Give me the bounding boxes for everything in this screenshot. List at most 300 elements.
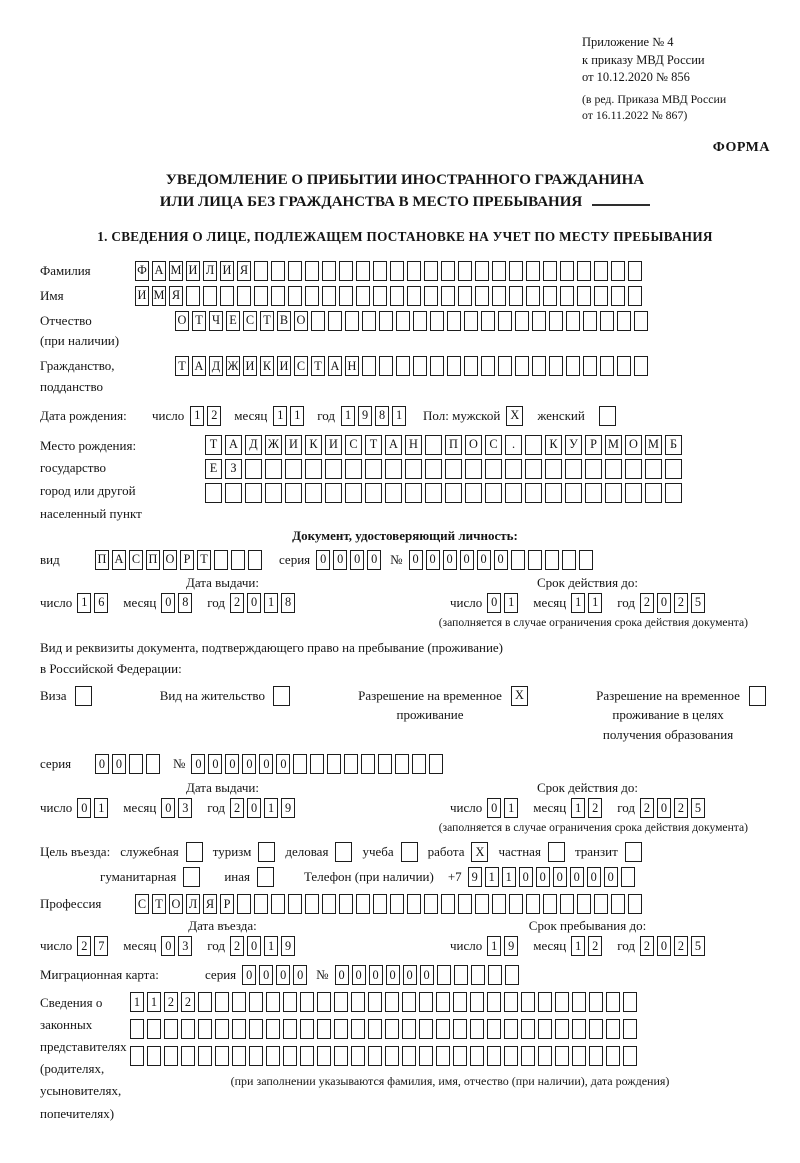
char-box[interactable]: 2 bbox=[207, 406, 221, 426]
char-box[interactable]: И bbox=[135, 286, 149, 306]
char-box[interactable] bbox=[441, 894, 455, 914]
char-box[interactable]: 2 bbox=[640, 798, 654, 818]
char-box[interactable] bbox=[555, 1046, 569, 1066]
char-box[interactable] bbox=[310, 754, 324, 774]
char-box[interactable] bbox=[515, 356, 529, 376]
char-box[interactable] bbox=[475, 261, 489, 281]
char-box[interactable] bbox=[487, 992, 501, 1012]
char-box[interactable]: С bbox=[135, 894, 149, 914]
char-box[interactable]: 0 bbox=[553, 867, 567, 887]
char-box[interactable] bbox=[254, 261, 268, 281]
char-box[interactable] bbox=[509, 261, 523, 281]
char-box[interactable] bbox=[368, 1019, 382, 1039]
char-box[interactable]: 1 bbox=[273, 406, 287, 426]
char-box[interactable]: 0 bbox=[247, 798, 261, 818]
char-box[interactable] bbox=[146, 754, 160, 774]
char-box[interactable] bbox=[362, 356, 376, 376]
char-box[interactable]: . bbox=[505, 435, 522, 455]
char-box[interactable] bbox=[445, 483, 462, 503]
char-box[interactable]: 0 bbox=[208, 754, 222, 774]
purpose-other-checkbox[interactable] bbox=[257, 867, 274, 887]
char-box[interactable]: 9 bbox=[468, 867, 482, 887]
char-box[interactable] bbox=[373, 894, 387, 914]
char-box[interactable] bbox=[505, 459, 522, 479]
char-box[interactable] bbox=[181, 1019, 195, 1039]
char-box[interactable] bbox=[198, 992, 212, 1012]
char-box[interactable]: 2 bbox=[588, 936, 602, 956]
char-box[interactable]: 0 bbox=[403, 965, 417, 985]
char-box[interactable] bbox=[344, 754, 358, 774]
char-box[interactable] bbox=[245, 483, 262, 503]
char-box[interactable] bbox=[285, 483, 302, 503]
char-box[interactable] bbox=[351, 1019, 365, 1039]
char-box[interactable] bbox=[577, 286, 591, 306]
char-box[interactable] bbox=[300, 1046, 314, 1066]
char-box[interactable] bbox=[164, 1019, 178, 1039]
char-box[interactable]: 2 bbox=[674, 798, 688, 818]
char-box[interactable] bbox=[356, 894, 370, 914]
char-box[interactable] bbox=[485, 459, 502, 479]
char-box[interactable]: 0 bbox=[352, 965, 366, 985]
char-box[interactable]: 0 bbox=[161, 936, 175, 956]
char-box[interactable]: 0 bbox=[657, 593, 671, 613]
char-box[interactable]: 9 bbox=[504, 936, 518, 956]
char-box[interactable] bbox=[345, 311, 359, 331]
char-box[interactable]: Р bbox=[585, 435, 602, 455]
char-box[interactable] bbox=[532, 356, 546, 376]
char-box[interactable] bbox=[611, 261, 625, 281]
char-box[interactable]: 2 bbox=[230, 936, 244, 956]
char-box[interactable]: И bbox=[243, 356, 257, 376]
char-box[interactable] bbox=[215, 992, 229, 1012]
char-box[interactable] bbox=[373, 286, 387, 306]
char-box[interactable] bbox=[407, 286, 421, 306]
char-box[interactable]: Т bbox=[205, 435, 222, 455]
char-box[interactable]: В bbox=[277, 311, 291, 331]
char-box[interactable] bbox=[305, 459, 322, 479]
char-box[interactable] bbox=[237, 894, 251, 914]
char-box[interactable]: 0 bbox=[487, 798, 501, 818]
char-box[interactable] bbox=[515, 311, 529, 331]
char-box[interactable] bbox=[436, 1046, 450, 1066]
char-box[interactable] bbox=[402, 1046, 416, 1066]
char-box[interactable] bbox=[232, 992, 246, 1012]
char-box[interactable] bbox=[555, 992, 569, 1012]
char-box[interactable]: Я bbox=[237, 261, 251, 281]
char-box[interactable] bbox=[594, 894, 608, 914]
char-box[interactable] bbox=[543, 894, 557, 914]
sex-female-checkbox[interactable] bbox=[599, 406, 616, 426]
char-box[interactable]: С bbox=[485, 435, 502, 455]
temp-residence-checkbox[interactable]: X bbox=[511, 686, 528, 706]
char-box[interactable] bbox=[390, 894, 404, 914]
char-box[interactable] bbox=[405, 483, 422, 503]
char-box[interactable] bbox=[205, 483, 222, 503]
char-box[interactable] bbox=[447, 311, 461, 331]
residence-permit-checkbox[interactable] bbox=[273, 686, 290, 706]
char-box[interactable]: О bbox=[465, 435, 482, 455]
char-box[interactable]: Т bbox=[152, 894, 166, 914]
char-box[interactable] bbox=[425, 483, 442, 503]
char-box[interactable]: О bbox=[163, 550, 177, 570]
char-box[interactable]: 1 bbox=[504, 593, 518, 613]
char-box[interactable] bbox=[203, 286, 217, 306]
char-box[interactable] bbox=[322, 261, 336, 281]
char-box[interactable]: Ф bbox=[135, 261, 149, 281]
char-box[interactable] bbox=[283, 1046, 297, 1066]
char-box[interactable]: А bbox=[225, 435, 242, 455]
char-box[interactable]: 2 bbox=[77, 936, 91, 956]
char-box[interactable]: 1 bbox=[392, 406, 406, 426]
char-box[interactable] bbox=[425, 459, 442, 479]
char-box[interactable] bbox=[481, 356, 495, 376]
char-box[interactable]: М bbox=[605, 435, 622, 455]
char-box[interactable]: 0 bbox=[460, 550, 474, 570]
purpose-humanitarian-checkbox[interactable] bbox=[183, 867, 200, 887]
char-box[interactable] bbox=[181, 1046, 195, 1066]
char-box[interactable] bbox=[566, 311, 580, 331]
char-box[interactable] bbox=[419, 1019, 433, 1039]
char-box[interactable]: А bbox=[112, 550, 126, 570]
char-box[interactable]: К bbox=[545, 435, 562, 455]
char-box[interactable] bbox=[237, 286, 251, 306]
char-box[interactable]: 0 bbox=[443, 550, 457, 570]
char-box[interactable] bbox=[470, 1019, 484, 1039]
char-box[interactable]: 0 bbox=[242, 754, 256, 774]
char-box[interactable] bbox=[311, 311, 325, 331]
char-box[interactable] bbox=[424, 894, 438, 914]
char-box[interactable] bbox=[339, 286, 353, 306]
char-box[interactable] bbox=[566, 356, 580, 376]
char-box[interactable] bbox=[545, 483, 562, 503]
char-box[interactable] bbox=[322, 894, 336, 914]
char-box[interactable] bbox=[368, 992, 382, 1012]
char-box[interactable] bbox=[454, 965, 468, 985]
char-box[interactable]: 0 bbox=[95, 754, 109, 774]
char-box[interactable]: 0 bbox=[350, 550, 364, 570]
char-box[interactable]: 7 bbox=[94, 936, 108, 956]
char-box[interactable] bbox=[526, 286, 540, 306]
char-box[interactable] bbox=[130, 1019, 144, 1039]
char-box[interactable] bbox=[617, 311, 631, 331]
char-box[interactable] bbox=[305, 261, 319, 281]
char-box[interactable] bbox=[430, 356, 444, 376]
char-box[interactable] bbox=[328, 311, 342, 331]
char-box[interactable] bbox=[560, 261, 574, 281]
char-box[interactable]: 0 bbox=[494, 550, 508, 570]
char-box[interactable] bbox=[436, 992, 450, 1012]
char-box[interactable] bbox=[560, 286, 574, 306]
char-box[interactable]: Т bbox=[192, 311, 206, 331]
char-box[interactable] bbox=[214, 550, 228, 570]
sex-male-checkbox[interactable]: X bbox=[506, 406, 523, 426]
char-box[interactable] bbox=[130, 1046, 144, 1066]
char-box[interactable] bbox=[437, 965, 451, 985]
char-box[interactable]: 9 bbox=[281, 798, 295, 818]
char-box[interactable] bbox=[285, 459, 302, 479]
purpose-tourism-checkbox[interactable] bbox=[258, 842, 275, 862]
char-box[interactable]: 0 bbox=[409, 550, 423, 570]
char-box[interactable] bbox=[293, 754, 307, 774]
char-box[interactable]: 5 bbox=[691, 593, 705, 613]
char-box[interactable] bbox=[147, 1019, 161, 1039]
char-box[interactable] bbox=[606, 1046, 620, 1066]
char-box[interactable] bbox=[504, 992, 518, 1012]
char-box[interactable] bbox=[589, 992, 603, 1012]
char-box[interactable]: 1 bbox=[130, 992, 144, 1012]
char-box[interactable] bbox=[395, 754, 409, 774]
char-box[interactable] bbox=[600, 356, 614, 376]
char-box[interactable]: 1 bbox=[264, 593, 278, 613]
char-box[interactable]: М bbox=[169, 261, 183, 281]
char-box[interactable]: К bbox=[260, 356, 274, 376]
char-box[interactable] bbox=[245, 459, 262, 479]
char-box[interactable]: 1 bbox=[264, 936, 278, 956]
char-box[interactable]: М bbox=[152, 286, 166, 306]
char-box[interactable] bbox=[283, 1019, 297, 1039]
char-box[interactable]: С bbox=[243, 311, 257, 331]
char-box[interactable] bbox=[525, 483, 542, 503]
char-box[interactable] bbox=[385, 459, 402, 479]
char-box[interactable] bbox=[565, 459, 582, 479]
char-box[interactable]: 2 bbox=[164, 992, 178, 1012]
char-box[interactable] bbox=[129, 754, 143, 774]
char-box[interactable]: Т bbox=[260, 311, 274, 331]
char-box[interactable]: Н bbox=[405, 435, 422, 455]
char-box[interactable]: 3 bbox=[178, 798, 192, 818]
char-box[interactable] bbox=[628, 894, 642, 914]
char-box[interactable] bbox=[231, 550, 245, 570]
char-box[interactable] bbox=[271, 894, 285, 914]
char-box[interactable] bbox=[521, 1019, 535, 1039]
char-box[interactable]: П bbox=[445, 435, 462, 455]
char-box[interactable]: 1 bbox=[190, 406, 204, 426]
char-box[interactable] bbox=[504, 1019, 518, 1039]
char-box[interactable]: 0 bbox=[77, 798, 91, 818]
char-box[interactable] bbox=[385, 992, 399, 1012]
char-box[interactable] bbox=[378, 754, 392, 774]
char-box[interactable] bbox=[186, 286, 200, 306]
char-box[interactable]: У bbox=[565, 435, 582, 455]
char-box[interactable] bbox=[481, 311, 495, 331]
char-box[interactable] bbox=[545, 550, 559, 570]
char-box[interactable] bbox=[249, 992, 263, 1012]
char-box[interactable] bbox=[379, 311, 393, 331]
char-box[interactable]: А bbox=[328, 356, 342, 376]
char-box[interactable]: 0 bbox=[570, 867, 584, 887]
char-box[interactable]: 0 bbox=[247, 593, 261, 613]
char-box[interactable] bbox=[225, 483, 242, 503]
char-box[interactable]: С bbox=[345, 435, 362, 455]
char-box[interactable]: С bbox=[129, 550, 143, 570]
char-box[interactable] bbox=[265, 483, 282, 503]
char-box[interactable] bbox=[594, 286, 608, 306]
char-box[interactable]: М bbox=[645, 435, 662, 455]
char-box[interactable] bbox=[634, 311, 648, 331]
char-box[interactable] bbox=[579, 550, 593, 570]
char-box[interactable] bbox=[339, 261, 353, 281]
char-box[interactable] bbox=[665, 459, 682, 479]
char-box[interactable]: 8 bbox=[375, 406, 389, 426]
char-box[interactable] bbox=[594, 261, 608, 281]
char-box[interactable] bbox=[504, 1046, 518, 1066]
char-box[interactable] bbox=[538, 1046, 552, 1066]
char-box[interactable]: 1 bbox=[77, 593, 91, 613]
char-box[interactable]: А bbox=[385, 435, 402, 455]
char-box[interactable] bbox=[254, 286, 268, 306]
char-box[interactable] bbox=[665, 483, 682, 503]
char-box[interactable]: 1 bbox=[502, 867, 516, 887]
char-box[interactable] bbox=[215, 1019, 229, 1039]
char-box[interactable]: Ж bbox=[226, 356, 240, 376]
temp-residence-edu-checkbox[interactable] bbox=[749, 686, 766, 706]
char-box[interactable]: 0 bbox=[191, 754, 205, 774]
char-box[interactable]: 0 bbox=[247, 936, 261, 956]
char-box[interactable] bbox=[445, 459, 462, 479]
char-box[interactable] bbox=[562, 550, 576, 570]
char-box[interactable] bbox=[488, 965, 502, 985]
char-box[interactable]: 8 bbox=[178, 593, 192, 613]
char-box[interactable]: Е bbox=[226, 311, 240, 331]
char-box[interactable] bbox=[361, 754, 375, 774]
char-box[interactable]: И bbox=[285, 435, 302, 455]
char-box[interactable] bbox=[413, 311, 427, 331]
char-box[interactable] bbox=[470, 992, 484, 1012]
char-box[interactable]: Д bbox=[245, 435, 262, 455]
char-box[interactable]: 1 bbox=[588, 593, 602, 613]
char-box[interactable] bbox=[505, 483, 522, 503]
purpose-private-checkbox[interactable] bbox=[548, 842, 565, 862]
char-box[interactable]: 1 bbox=[341, 406, 355, 426]
char-box[interactable]: Л bbox=[186, 894, 200, 914]
char-box[interactable] bbox=[543, 286, 557, 306]
char-box[interactable] bbox=[621, 867, 635, 887]
char-box[interactable] bbox=[458, 894, 472, 914]
char-box[interactable]: Е bbox=[205, 459, 222, 479]
char-box[interactable] bbox=[248, 550, 262, 570]
char-box[interactable] bbox=[254, 894, 268, 914]
char-box[interactable] bbox=[577, 894, 591, 914]
char-box[interactable]: А bbox=[152, 261, 166, 281]
char-box[interactable] bbox=[545, 459, 562, 479]
char-box[interactable]: 0 bbox=[420, 965, 434, 985]
char-box[interactable] bbox=[453, 1019, 467, 1039]
char-box[interactable] bbox=[447, 356, 461, 376]
char-box[interactable]: 0 bbox=[259, 965, 273, 985]
char-box[interactable] bbox=[356, 286, 370, 306]
char-box[interactable] bbox=[606, 992, 620, 1012]
char-box[interactable]: 0 bbox=[242, 965, 256, 985]
char-box[interactable] bbox=[605, 483, 622, 503]
char-box[interactable] bbox=[365, 459, 382, 479]
char-box[interactable] bbox=[492, 894, 506, 914]
char-box[interactable] bbox=[572, 1046, 586, 1066]
char-box[interactable] bbox=[498, 356, 512, 376]
char-box[interactable] bbox=[317, 1019, 331, 1039]
char-box[interactable] bbox=[543, 261, 557, 281]
char-box[interactable] bbox=[623, 1019, 637, 1039]
char-box[interactable]: 1 bbox=[504, 798, 518, 818]
char-box[interactable] bbox=[232, 1046, 246, 1066]
char-box[interactable] bbox=[266, 1046, 280, 1066]
char-box[interactable]: 0 bbox=[386, 965, 400, 985]
char-box[interactable] bbox=[198, 1046, 212, 1066]
char-box[interactable]: К bbox=[305, 435, 322, 455]
char-box[interactable] bbox=[351, 1046, 365, 1066]
char-box[interactable] bbox=[475, 286, 489, 306]
char-box[interactable]: 0 bbox=[335, 965, 349, 985]
char-box[interactable] bbox=[464, 311, 478, 331]
char-box[interactable] bbox=[419, 1046, 433, 1066]
char-box[interactable] bbox=[339, 894, 353, 914]
char-box[interactable] bbox=[625, 459, 642, 479]
char-box[interactable] bbox=[583, 311, 597, 331]
char-box[interactable] bbox=[465, 483, 482, 503]
char-box[interactable]: 2 bbox=[674, 936, 688, 956]
char-box[interactable]: Ч bbox=[209, 311, 223, 331]
char-box[interactable] bbox=[485, 483, 502, 503]
char-box[interactable]: 0 bbox=[657, 936, 671, 956]
purpose-official-checkbox[interactable] bbox=[186, 842, 203, 862]
char-box[interactable]: 0 bbox=[333, 550, 347, 570]
char-box[interactable] bbox=[526, 894, 540, 914]
char-box[interactable] bbox=[407, 894, 421, 914]
char-box[interactable] bbox=[617, 356, 631, 376]
char-box[interactable]: 0 bbox=[587, 867, 601, 887]
char-box[interactable] bbox=[441, 286, 455, 306]
purpose-business-checkbox[interactable] bbox=[335, 842, 352, 862]
char-box[interactable] bbox=[623, 1046, 637, 1066]
char-box[interactable] bbox=[271, 261, 285, 281]
char-box[interactable]: 0 bbox=[316, 550, 330, 570]
char-box[interactable] bbox=[521, 1046, 535, 1066]
char-box[interactable] bbox=[198, 1019, 212, 1039]
char-box[interactable] bbox=[565, 483, 582, 503]
char-box[interactable] bbox=[471, 965, 485, 985]
char-box[interactable]: 2 bbox=[640, 593, 654, 613]
char-box[interactable]: П bbox=[146, 550, 160, 570]
char-box[interactable] bbox=[412, 754, 426, 774]
char-box[interactable] bbox=[623, 992, 637, 1012]
char-box[interactable] bbox=[521, 992, 535, 1012]
char-box[interactable] bbox=[266, 1019, 280, 1039]
char-box[interactable]: 1 bbox=[571, 593, 585, 613]
char-box[interactable]: 3 bbox=[178, 936, 192, 956]
char-box[interactable]: 0 bbox=[367, 550, 381, 570]
char-box[interactable] bbox=[628, 286, 642, 306]
char-box[interactable] bbox=[555, 1019, 569, 1039]
char-box[interactable]: 9 bbox=[281, 936, 295, 956]
char-box[interactable] bbox=[334, 992, 348, 1012]
char-box[interactable] bbox=[634, 356, 648, 376]
char-box[interactable] bbox=[528, 550, 542, 570]
char-box[interactable]: 0 bbox=[112, 754, 126, 774]
char-box[interactable] bbox=[385, 1019, 399, 1039]
char-box[interactable]: П bbox=[95, 550, 109, 570]
char-box[interactable] bbox=[492, 286, 506, 306]
char-box[interactable] bbox=[487, 1046, 501, 1066]
char-box[interactable] bbox=[525, 435, 542, 455]
char-box[interactable]: 0 bbox=[536, 867, 550, 887]
char-box[interactable]: 1 bbox=[571, 798, 585, 818]
char-box[interactable] bbox=[147, 1046, 161, 1066]
char-box[interactable] bbox=[441, 261, 455, 281]
char-box[interactable]: 0 bbox=[293, 965, 307, 985]
char-box[interactable] bbox=[605, 459, 622, 479]
char-box[interactable] bbox=[390, 286, 404, 306]
char-box[interactable] bbox=[368, 1046, 382, 1066]
char-box[interactable] bbox=[405, 459, 422, 479]
